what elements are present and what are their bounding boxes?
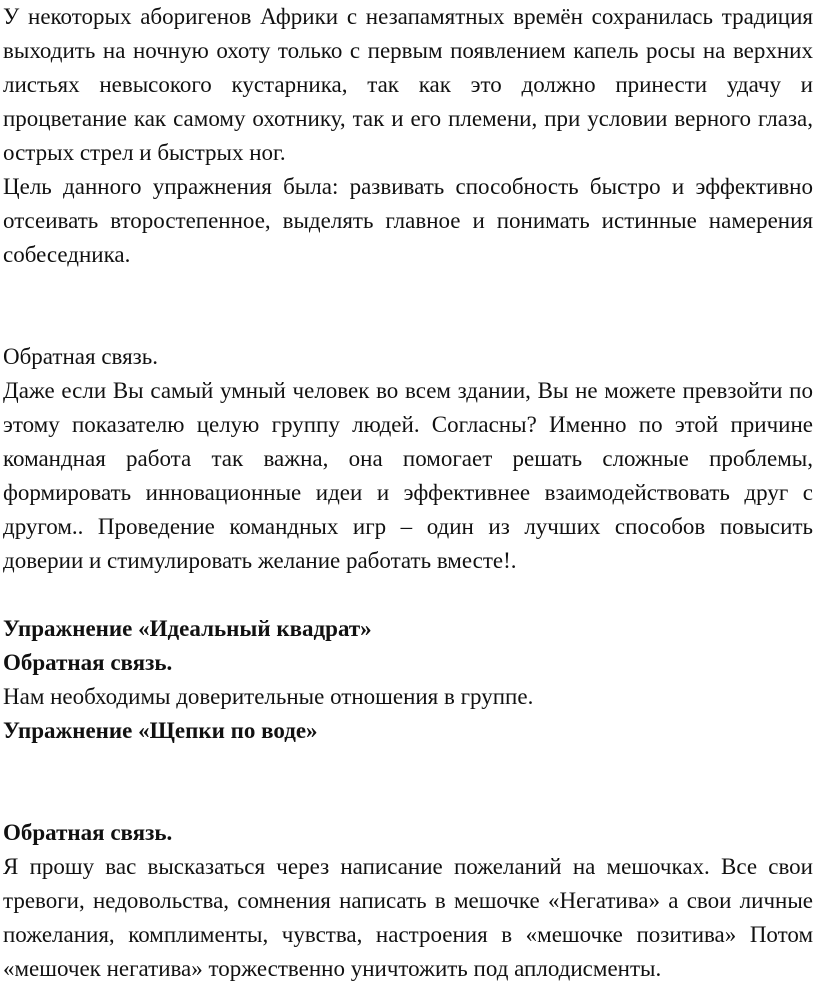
document-page bbox=[3, 0, 813, 986]
paragraph-exercise-goal: Цель данного упражнения была: развивать способность быстро и эффективно отсеивать второстепенное, выделять главное и понимать истинные намерения собеседника. bbox=[3, 174, 813, 267]
paragraph-wishes-bags: Я прошу вас высказаться через написание пожеланий на мешочках. Все свои тревоги, недовольства, сомнения написать в мешочке «Негатива» а свои личные пожелания, комплименты, чувства, настроения в «мешочке позитива» Потом «мешочек негатива» торжественно уничтожить под аплодисменты. bbox=[3, 854, 813, 981]
paragraph-trust: Нам необходимы доверительные отношения в группе. bbox=[3, 684, 534, 709]
feedback-label: Обратная связь. bbox=[3, 344, 158, 369]
spacer bbox=[3, 272, 813, 340]
heading-feedback: Обратная связь. bbox=[3, 650, 173, 675]
heading-chips-on-water: Упражнение «Щепки по воде» bbox=[3, 718, 318, 743]
paragraph-aborigines-tradition: У некоторых аборигенов Африки с незапамятных времён сохранилась традиция выходить на ночную охоту только с первым появлением капель росы на верхних листьях невысокого кустарника, так как это должно принести удачу и процветание как самому охотнику, так и его племени, при условии верного глаза, острых стрел и быстрых ног. bbox=[3, 4, 813, 165]
paragraph-teamwork: Даже если Вы самый умный человек во всем здании, Вы не можете превзойти по этому показателю целую группу людей. Согласны? Именно по этой причине командная работа так важна, она помогает решать сложные проблемы, формировать инновационные идеи и эффективнее взаимодействовать друг с другом.. Проведение командных игр – один из лучших способов повысить доверии и стимулировать желание работать вместе!. bbox=[3, 378, 813, 573]
heading-ideal-square: Упражнение «Идеальный квадрат» bbox=[3, 616, 372, 641]
spacer bbox=[3, 748, 813, 816]
heading-feedback-2: Обратная связь. bbox=[3, 820, 173, 845]
spacer bbox=[3, 578, 813, 612]
